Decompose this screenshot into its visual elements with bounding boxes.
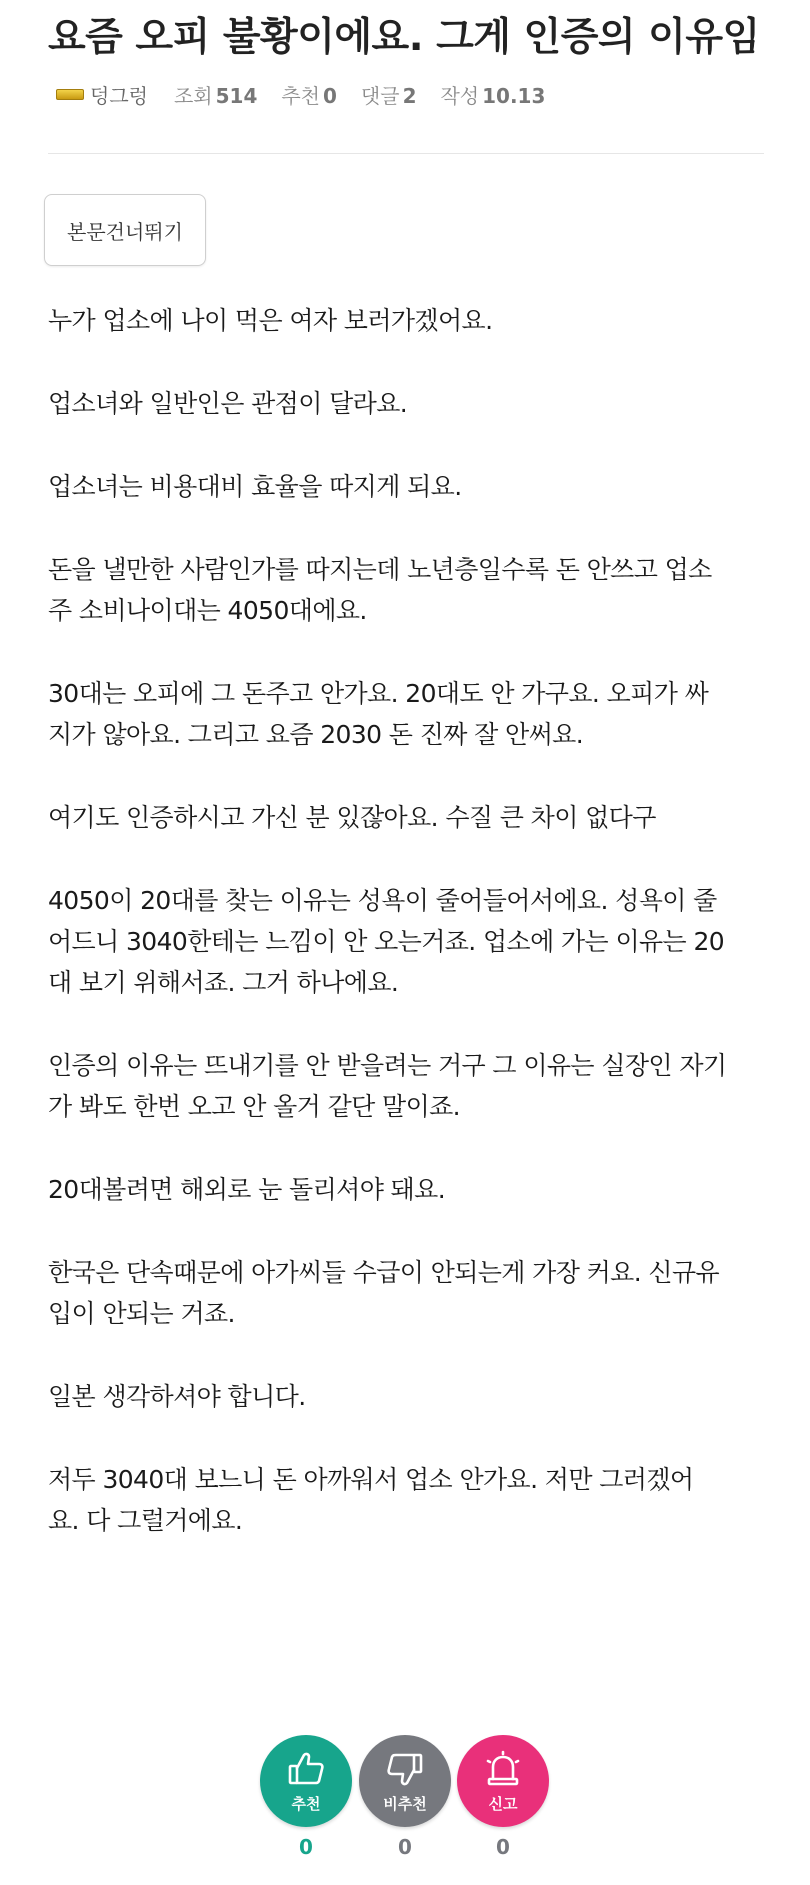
body-line: 20대볼려면 해외로 눈 돌리셔야 돼요.	[48, 1175, 446, 1204]
report-button[interactable]	[457, 1735, 549, 1827]
body-line: 대 보기 위해서죠. 그거 하나에요.	[48, 968, 399, 997]
body-paragraph	[48, 1459, 773, 1541]
body-paragraph	[48, 797, 773, 838]
body-line: 누가 업소에 나이 먹은 여자 보러가겠어요.	[48, 306, 493, 335]
recommend-count-below: 0	[299, 1835, 313, 1859]
report-button-label: 신고	[488, 1795, 518, 1813]
body-line: 여기도 인증하시고 가신 분 있잖아요. 수질 큰 차이 없다구	[48, 803, 656, 832]
body-line: 한국은 단속때문에 아가씨들 수급이 안되는게 가장 커요. 신규유	[48, 1258, 720, 1287]
title-divider	[48, 153, 764, 154]
post-meta	[56, 76, 569, 112]
body-paragraph	[48, 1045, 773, 1127]
recommend-label: 추천	[281, 83, 320, 108]
written-label: 작성	[440, 83, 480, 108]
body-paragraph	[48, 1252, 773, 1334]
comments-meta[interactable]	[361, 80, 417, 109]
body-paragraph	[48, 1169, 773, 1210]
recommend-button-label: 추천	[291, 1795, 321, 1813]
written-date: 10.13	[482, 83, 546, 108]
body-line: 돈을 낼만한 사람인가를 따지는데 노년층일수록 돈 안쓰고 업소	[48, 555, 712, 584]
recommend-button[interactable]	[260, 1735, 352, 1827]
thumbs-up-icon	[286, 1749, 326, 1789]
comments-count: 2	[402, 83, 417, 108]
body-line: 입이 안되는 거죠.	[48, 1299, 235, 1328]
body-paragraph	[48, 383, 773, 424]
siren-icon	[483, 1749, 523, 1789]
not-recommend-button[interactable]	[359, 1735, 451, 1827]
post-title: 요즘 오피 불황이에요. 그게 인증의 이유임	[48, 15, 760, 60]
author-name[interactable]: 덩그렁	[90, 83, 148, 108]
views-label: 조회	[173, 83, 213, 108]
body-line: 가 봐도 한번 오고 안 올거 같단 말이죠.	[48, 1092, 461, 1121]
body-paragraph	[48, 673, 773, 755]
body-line: 30대는 오피에 그 돈주고 안가요. 20대도 안 가구요. 오피가 싸	[48, 679, 709, 708]
body-paragraph	[48, 1376, 773, 1417]
views-count: 514	[215, 83, 258, 108]
recommend-count: 0	[323, 83, 337, 108]
vote-area	[0, 1735, 810, 1885]
skip-content-button[interactable]: 본문건너뛰기	[44, 194, 206, 266]
thumbs-down-icon	[385, 1749, 425, 1789]
body-line: 요. 다 그럴거에요.	[48, 1506, 243, 1535]
level-badge-icon	[56, 89, 84, 100]
report-count-below: 0	[496, 1835, 510, 1859]
body-line: 어드니 3040한테는 느낌이 안 오는거죠. 업소에 가는 이유는 20	[48, 927, 725, 956]
body-line: 저두 3040대 보느니 돈 아까워서 업소 안가요. 저만 그러겠어	[48, 1465, 694, 1494]
body-line: 일본 생각하셔야 합니다.	[48, 1382, 306, 1411]
recommend-meta	[281, 80, 337, 109]
written-meta	[440, 80, 545, 109]
body-line: 4050이 20대를 찾는 이유는 성욕이 줄어들어서에요. 성욕이 줄	[48, 886, 717, 915]
not-recommend-button-label: 비추천	[383, 1795, 427, 1813]
body-paragraph	[48, 549, 773, 631]
body-line: 인증의 이유는 뜨내기를 안 받을려는 거구 그 이유는 실장인 자기	[48, 1051, 727, 1080]
body-paragraph	[48, 466, 773, 507]
views-meta	[174, 80, 257, 109]
body-line: 지가 않아요. 그리고 요즘 2030 돈 진짜 잘 안써요.	[48, 720, 584, 749]
body-paragraph	[48, 300, 773, 341]
post-body	[48, 300, 773, 1583]
body-paragraph	[48, 880, 773, 1003]
comments-label: 댓글	[360, 83, 400, 108]
body-line: 업소녀는 비용대비 효율을 따지게 되요.	[48, 472, 462, 501]
body-line: 업소녀와 일반인은 관점이 달라요.	[48, 389, 408, 418]
not-recommend-count-below: 0	[398, 1835, 412, 1859]
body-line: 주 소비나이대는 4050대에요.	[48, 596, 367, 625]
